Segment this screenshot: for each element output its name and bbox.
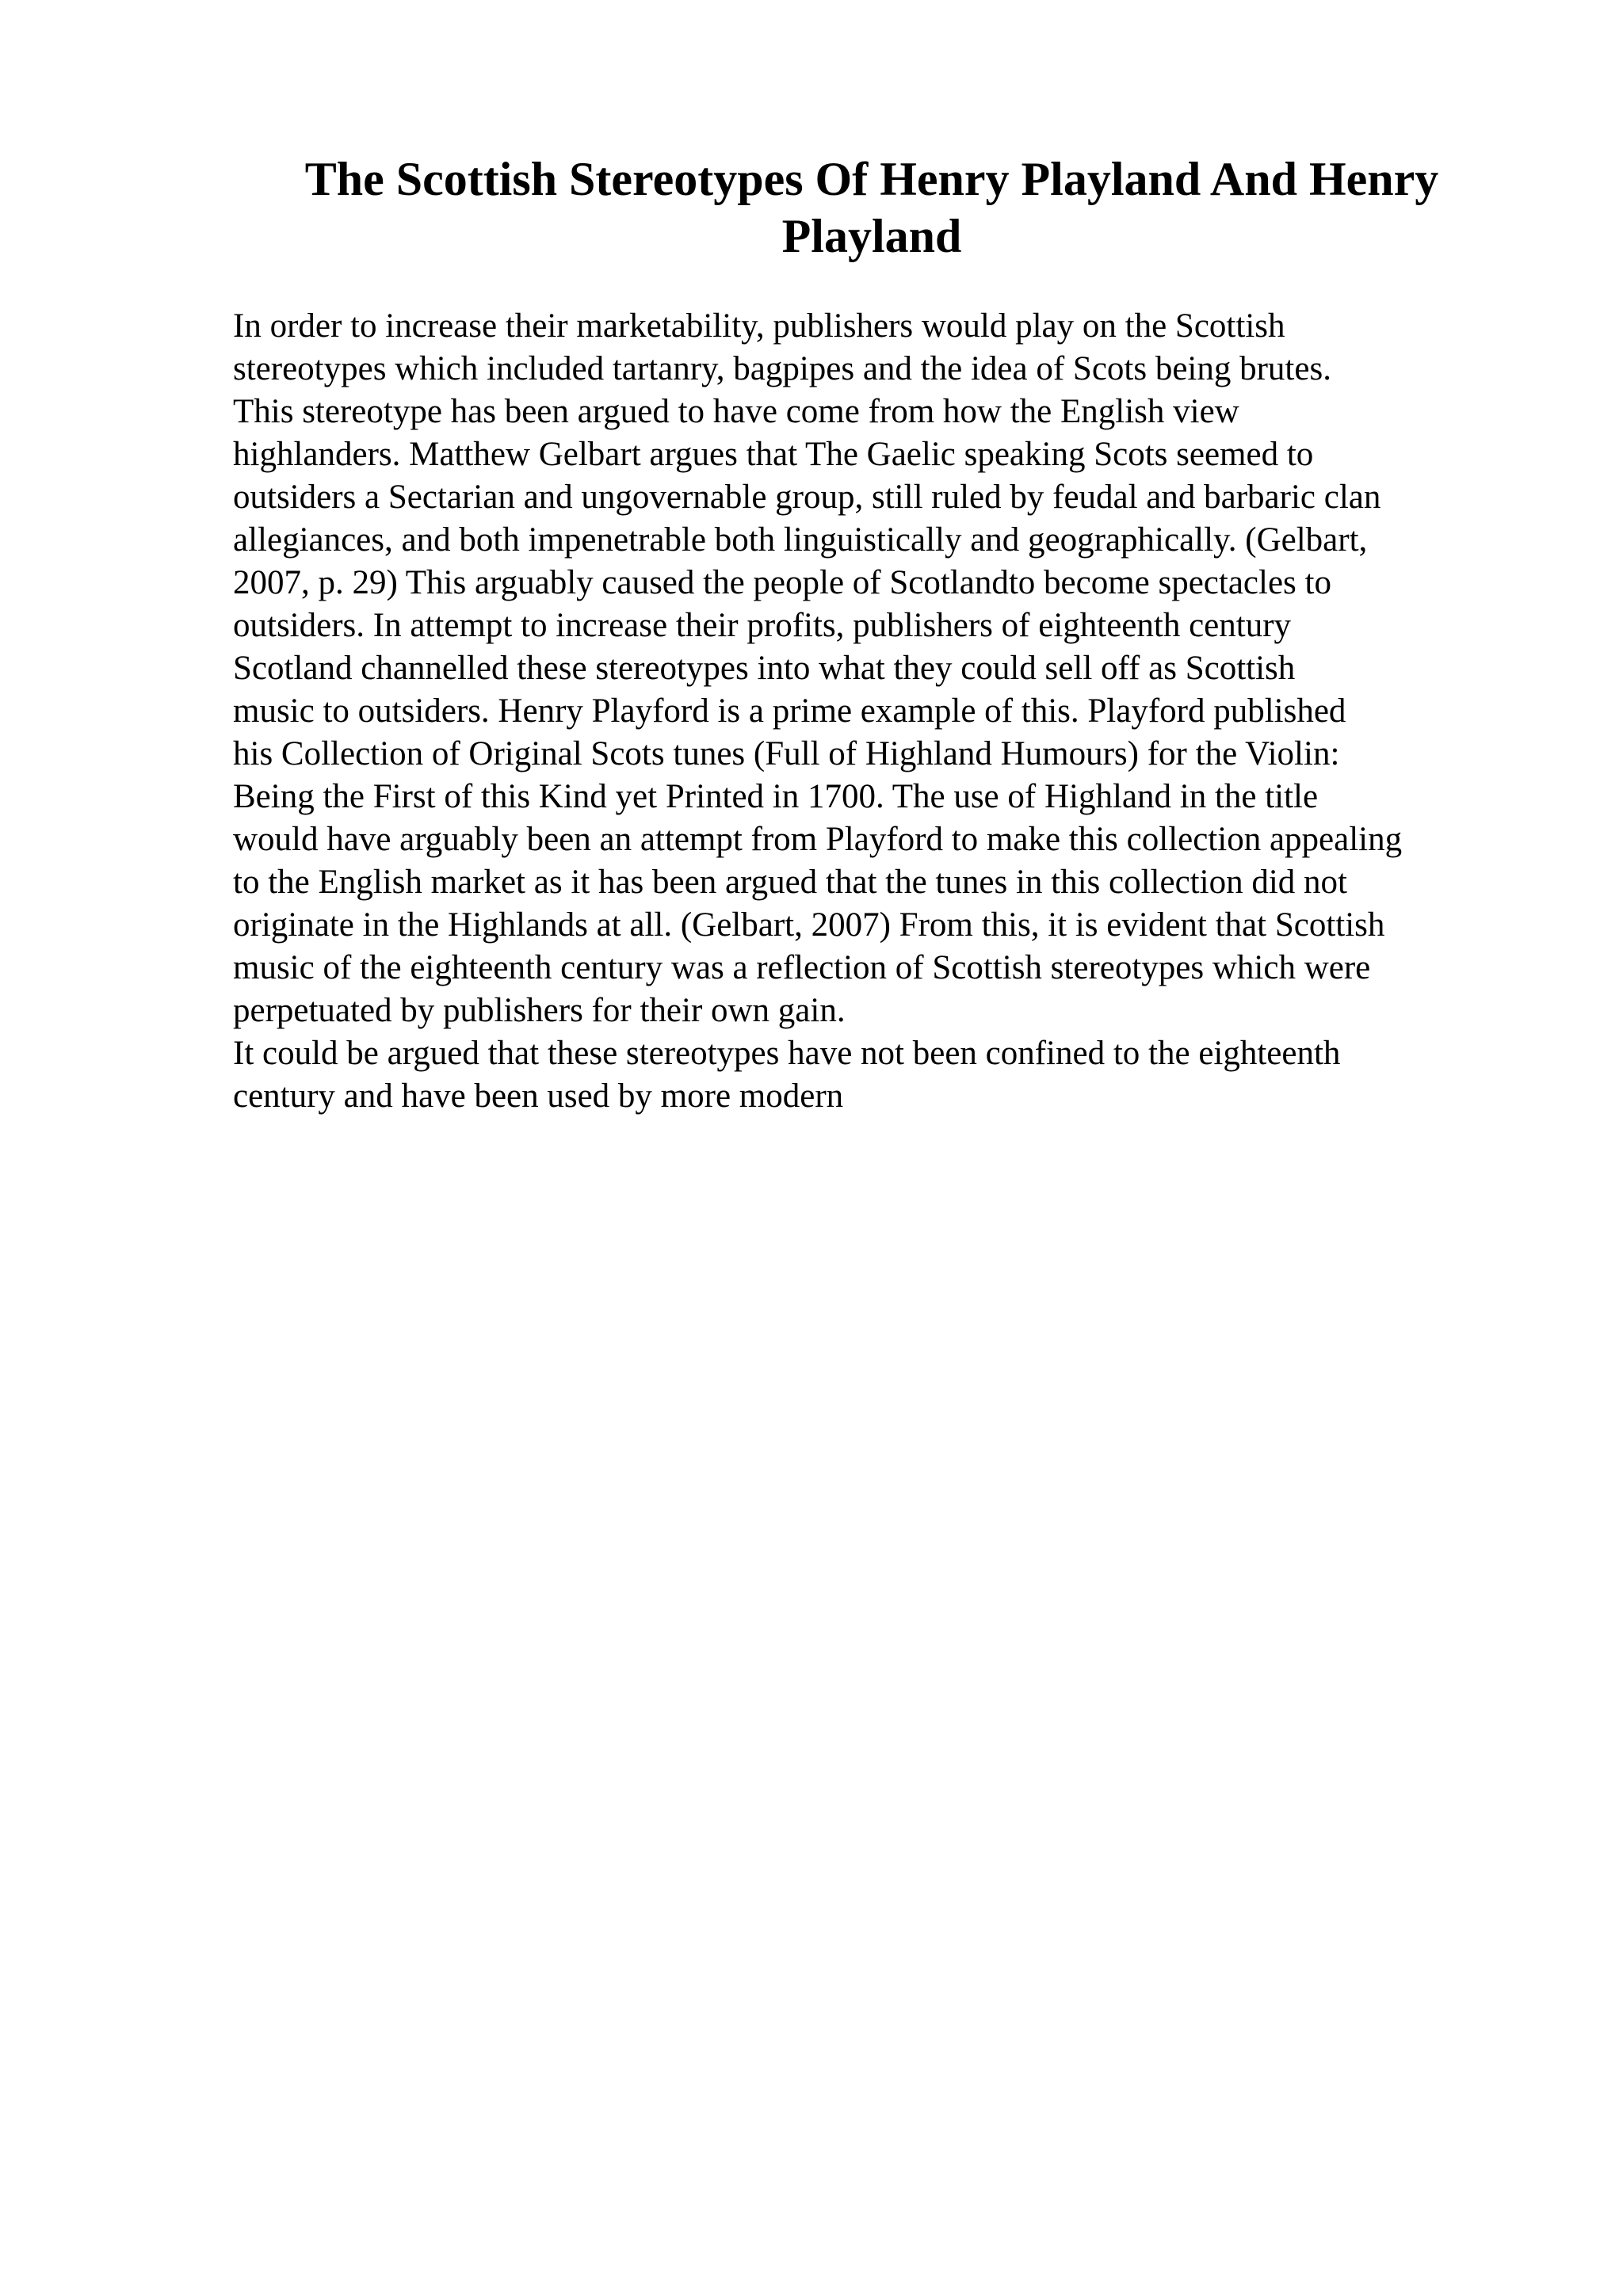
body-line: century and have been used by more modern (233, 1077, 844, 1115)
title-line: The Scottish Stereotypes Of Henry Playland And Henry (304, 153, 1439, 205)
body-line: originate in the Highlands at all. (Gelbart, 2007) From this, it is evident that Scottish (233, 906, 1385, 944)
body-line: Being the First of this Kind yet Printed in 1700. The use of Highland in the title (233, 778, 1319, 815)
body-line: outsiders. In attempt to increase their profits, publishers of eighteenth century (233, 607, 1292, 644)
title-line: Playland (781, 210, 962, 262)
body-line: stereotypes which included tartanry, bagpipes and the idea of Scots being brutes. (233, 350, 1331, 387)
body-line: perpetuated by publishers for their own gain. (233, 992, 846, 1029)
body-line: In order to increase their marketability, publishers would play on the Scottish (233, 307, 1285, 345)
body-line: his Collection of Original Scots tunes (Full of Highland Humours) for the Violin: (233, 735, 1340, 772)
document-body (233, 305, 1533, 1118)
body-line: outsiders a Sectarian and ungovernable group, still ruled by feudal and barbaric clan (233, 479, 1381, 516)
body-line: allegiances, and both impenetrable both linguistically and geographically. (Gelbart, (233, 521, 1368, 559)
body-line: music to outsiders. Henry Playford is a prime example of this. Playford published (233, 692, 1346, 730)
body-line: to the English market as it has been argued that the tunes in this collection did not (233, 864, 1347, 901)
body-line: music of the eighteenth century was a reflection of Scottish stereotypes which were (233, 949, 1371, 986)
body-line: This stereotype has been argued to have come from how the English view (233, 393, 1239, 430)
body-line: highlanders. Matthew Gelbart argues that The Gaelic speaking Scots seemed to (233, 436, 1314, 473)
body-line: Scotland channelled these stereotypes into what they could sell off as Scottish (233, 650, 1296, 687)
body-line: 2007, p. 29) This arguably caused the people of Scotlandto become spectacles to (233, 564, 1331, 601)
body-line: It could be argued that these stereotypes have not been confined to the eighteenth (233, 1035, 1341, 1072)
document-title (230, 151, 1514, 265)
body-line: would have arguably been an attempt from Playford to make this collection appealing (233, 821, 1403, 858)
